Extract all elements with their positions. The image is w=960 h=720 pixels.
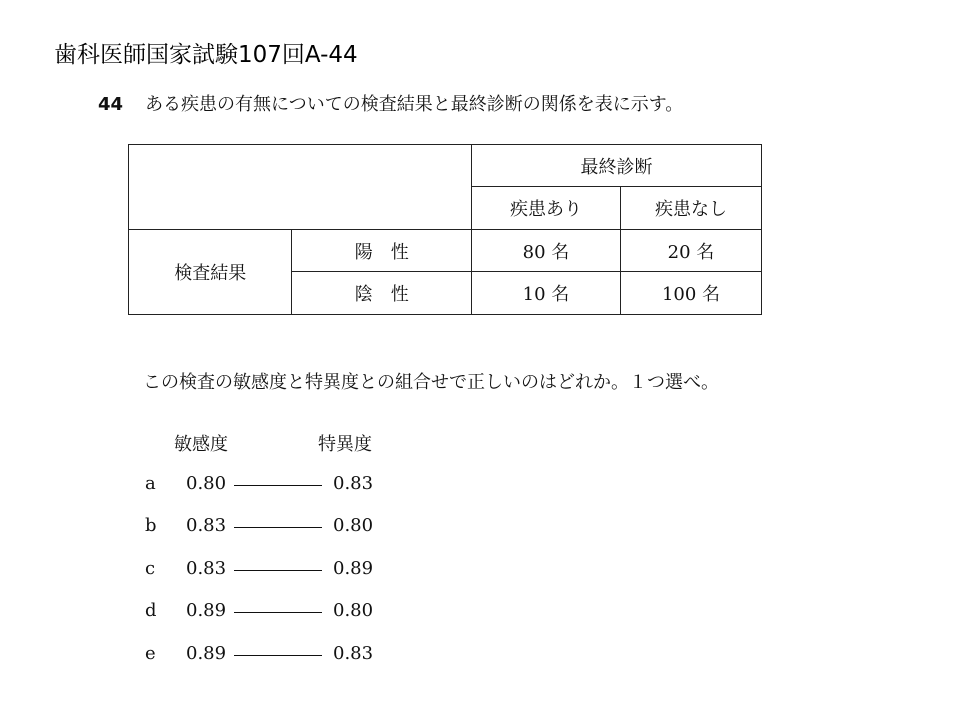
choice-column-headers [0, 430, 960, 454]
choice-specificity: 0.89 [333, 558, 374, 579]
choice-sensitivity: 0.89 [186, 643, 227, 664]
choice-dash [234, 655, 322, 656]
disease-absent-header: 疾患なし [621, 187, 762, 230]
choice-dash [234, 527, 322, 528]
choice-sensitivity: 0.83 [186, 515, 227, 536]
choice-a [0, 473, 960, 497]
question-number: 44 [98, 94, 124, 115]
positive-present-cell: 80 名 [472, 230, 621, 272]
slide-title: 歯科医師国家試験107回A-44 [54, 42, 358, 68]
question-text: ある疾患の有無についての検査結果と最終診断の関係を表に示す。 [145, 94, 684, 115]
choice-letter: b [145, 515, 157, 536]
choice-letter: a [145, 473, 156, 494]
choice-sensitivity: 0.80 [186, 473, 227, 494]
choice-letter: d [145, 600, 157, 621]
disease-present-header: 疾患あり [472, 187, 621, 230]
choice-specificity: 0.83 [333, 643, 374, 664]
choice-dash [234, 570, 322, 571]
choice-specificity: 0.80 [333, 515, 374, 536]
sensitivity-header: 敏感度 [174, 434, 228, 455]
choice-dash [234, 612, 322, 613]
choice-specificity: 0.83 [333, 473, 374, 494]
choice-specificity: 0.80 [333, 600, 374, 621]
choice-c [0, 558, 960, 582]
choice-d [0, 600, 960, 624]
choice-letter: c [145, 558, 156, 579]
choice-dash [234, 485, 322, 486]
table-empty-corner [129, 145, 472, 230]
choice-letter: e [145, 643, 156, 664]
positive-absent-cell: 20 名 [621, 230, 762, 272]
choice-e [0, 643, 960, 667]
question-prompt: この検査の敏感度と特異度との組合せで正しいのはどれか。１つ選べ。 [143, 372, 719, 393]
choice-b [0, 515, 960, 539]
choice-sensitivity: 0.83 [186, 558, 227, 579]
final-diagnosis-header: 最終診断 [472, 145, 762, 187]
specificity-header: 特異度 [318, 434, 372, 455]
test-result-table [128, 144, 762, 315]
question-stem [98, 90, 683, 116]
negative-present-cell: 10 名 [472, 272, 621, 315]
positive-label: 陽 性 [292, 230, 472, 272]
test-result-label: 検査結果 [129, 230, 292, 315]
negative-label: 陰 性 [292, 272, 472, 315]
negative-absent-cell: 100 名 [621, 272, 762, 315]
choice-sensitivity: 0.89 [186, 600, 227, 621]
